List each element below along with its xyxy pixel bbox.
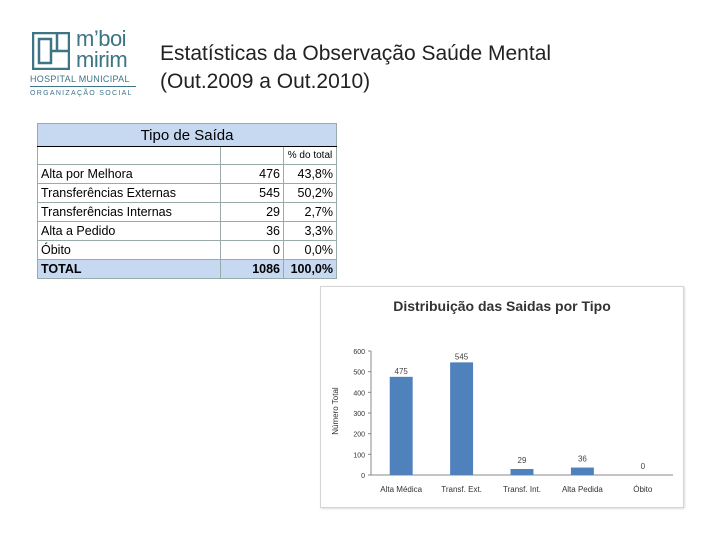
table-row bbox=[38, 165, 337, 184]
exit-type-table bbox=[37, 123, 337, 279]
bar bbox=[511, 469, 534, 475]
row-label: Transferências Externas bbox=[38, 184, 221, 203]
row-label: Alta a Pedido bbox=[38, 222, 221, 241]
row-count: 545 bbox=[221, 184, 284, 203]
page-title-line2: (Out.2009 a Out.2010) bbox=[160, 70, 371, 93]
data-label: 0 bbox=[640, 462, 646, 471]
logo-divider bbox=[30, 86, 136, 87]
table-row bbox=[38, 184, 337, 203]
row-pct: 3,3% bbox=[284, 222, 337, 241]
y-tick-label: 500 bbox=[353, 369, 365, 377]
y-tick-label: 400 bbox=[353, 390, 365, 398]
logo-grid-icon bbox=[32, 32, 70, 70]
row-count: 476 bbox=[221, 165, 284, 184]
y-tick-label: 300 bbox=[353, 411, 365, 418]
x-tick-label: Transf. Ext. bbox=[441, 485, 482, 494]
y-axis-label: Número Total bbox=[331, 387, 340, 435]
row-label: Óbito bbox=[38, 241, 221, 260]
bar bbox=[390, 377, 413, 475]
x-tick-label: Transf. Int. bbox=[503, 485, 541, 494]
total-pct: 100,0% bbox=[284, 260, 337, 279]
y-tick-label: 200 bbox=[353, 431, 365, 439]
data-label: 475 bbox=[394, 366, 408, 376]
table-total-row bbox=[38, 260, 337, 279]
row-label: Alta por Melhora bbox=[38, 165, 221, 184]
y-tick-label: 100 bbox=[353, 452, 365, 460]
table-header-blank bbox=[221, 147, 284, 165]
logo-word-line2: mirim bbox=[76, 47, 128, 72]
row-count: 36 bbox=[221, 222, 284, 241]
row-count: 29 bbox=[221, 203, 284, 222]
total-label: TOTAL bbox=[38, 260, 221, 279]
bar-chart-svg bbox=[321, 287, 683, 507]
table-row bbox=[38, 222, 337, 241]
data-label: 29 bbox=[517, 456, 527, 466]
x-tick-label: Óbito bbox=[633, 485, 653, 494]
chart-title: Distribuição das Saidas por Tipo bbox=[393, 298, 611, 314]
table-row bbox=[38, 203, 337, 222]
bar bbox=[450, 362, 473, 475]
total-count: 1086 bbox=[221, 260, 284, 279]
row-label: Transferências Internas bbox=[38, 203, 221, 222]
table-header-blank bbox=[38, 147, 221, 165]
y-tick-label: 0 bbox=[361, 473, 365, 480]
row-count: 0 bbox=[221, 241, 284, 260]
logo-tagline: ORGANIZAÇÃO SOCIAL bbox=[30, 90, 133, 97]
bar-chart bbox=[320, 286, 684, 508]
row-pct: 50,2% bbox=[284, 184, 337, 203]
table-header-pct: % do total bbox=[284, 147, 337, 165]
table-heading: Tipo de Saída bbox=[38, 124, 337, 147]
logo-word-line1: m’boi bbox=[76, 26, 127, 51]
data-label: 545 bbox=[454, 352, 469, 362]
row-pct: 0,0% bbox=[284, 241, 337, 260]
logo-subtitle: HOSPITAL MUNICIPAL bbox=[30, 74, 130, 84]
x-tick-label: Alta Médica bbox=[380, 485, 423, 494]
hospital-logo bbox=[28, 26, 140, 106]
row-pct: 43,8% bbox=[284, 165, 337, 184]
data-label: 36 bbox=[577, 454, 587, 464]
page-title-line1: Estatísticas da Observação Saúde Mental bbox=[160, 42, 552, 65]
y-tick-label: 600 bbox=[353, 349, 365, 356]
bar bbox=[571, 468, 594, 475]
x-tick-label: Alta Pedida bbox=[561, 485, 603, 494]
page-title bbox=[160, 40, 551, 96]
table-row bbox=[38, 241, 337, 260]
logo-wordmark bbox=[76, 28, 127, 70]
row-pct: 2,7% bbox=[284, 203, 337, 222]
